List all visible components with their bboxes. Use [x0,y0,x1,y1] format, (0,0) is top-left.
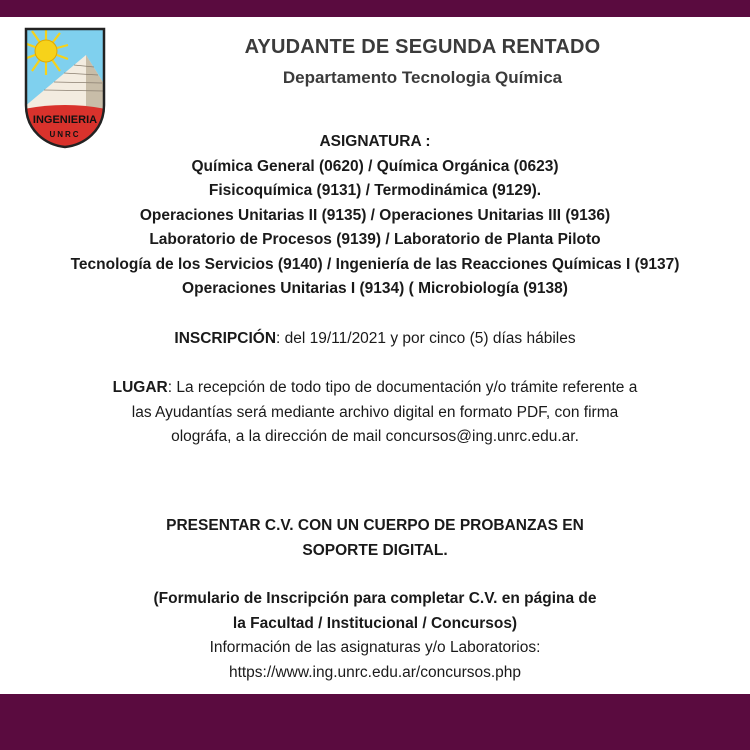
subject-line: Operaciones Unitarias I (9134) ( Microbiología (9138) [182,280,568,297]
logo-text-top: INGENIERIA [32,114,98,126]
place-text: : La recepción de todo tipo de documentación y/o trámite referente a las Ayudantías será mediante archivo digital en formato PDF, con firma olográfa, a la dirección de mail concursos@ing.unrc.edu.ar. [131,379,638,445]
subject-line: Tecnología de los Servicios (9140) / Ingeniería de las Reacciones Químicas I (9137) [70,255,680,273]
logo-text-bottom: UNRC [49,130,81,139]
bottom-bar [0,694,750,750]
form-note-line-1: (Formulario de Inscripción para completar C.V. en página de [153,590,597,607]
concursos-url: https://www.ing.unrc.edu.ar/concursos.php [228,663,522,681]
place-section [20,376,730,450]
present-line-1: PRESENTAR C.V. CON UN CUERPO DE PROBANZAS EN [166,517,584,534]
subjects-section [20,130,730,302]
top-bar [0,0,750,17]
place-label: LUGAR [112,379,168,396]
subject-line: Operaciones Unitarias II (9135) / Operaciones Unitarias III (9136) [139,206,611,224]
page-title: AYUDANTE DE SEGUNDA RENTADO [244,36,601,58]
subject-line: Laboratorio de Procesos (9139) / Laboratorio de Planta Piloto [149,231,601,248]
present-section [20,514,730,563]
present-line-2: SOPORTE DIGITAL. [302,541,448,559]
info-text: Información de las asignaturas y/o Laboratorios: [209,639,541,656]
page-subtitle: Departamento Tecnologia Química [282,68,563,87]
inscription-text: : del 19/11/2021 y por cinco (5) días hábiles [276,330,576,347]
subjects-heading: ASIGNATURA : [319,133,431,150]
inscription-label: INSCRIPCIÓN [174,330,277,347]
form-section [20,587,730,685]
form-note-line-2: la Facultad / Institucional / Concursos) [232,614,518,632]
subject-line: Química General (0620) / Química Orgánica (0623) [191,157,559,175]
inscription-section [20,327,730,352]
subject-line: Fisicoquímica (9131) / Termodinámica (9129). [208,182,542,199]
